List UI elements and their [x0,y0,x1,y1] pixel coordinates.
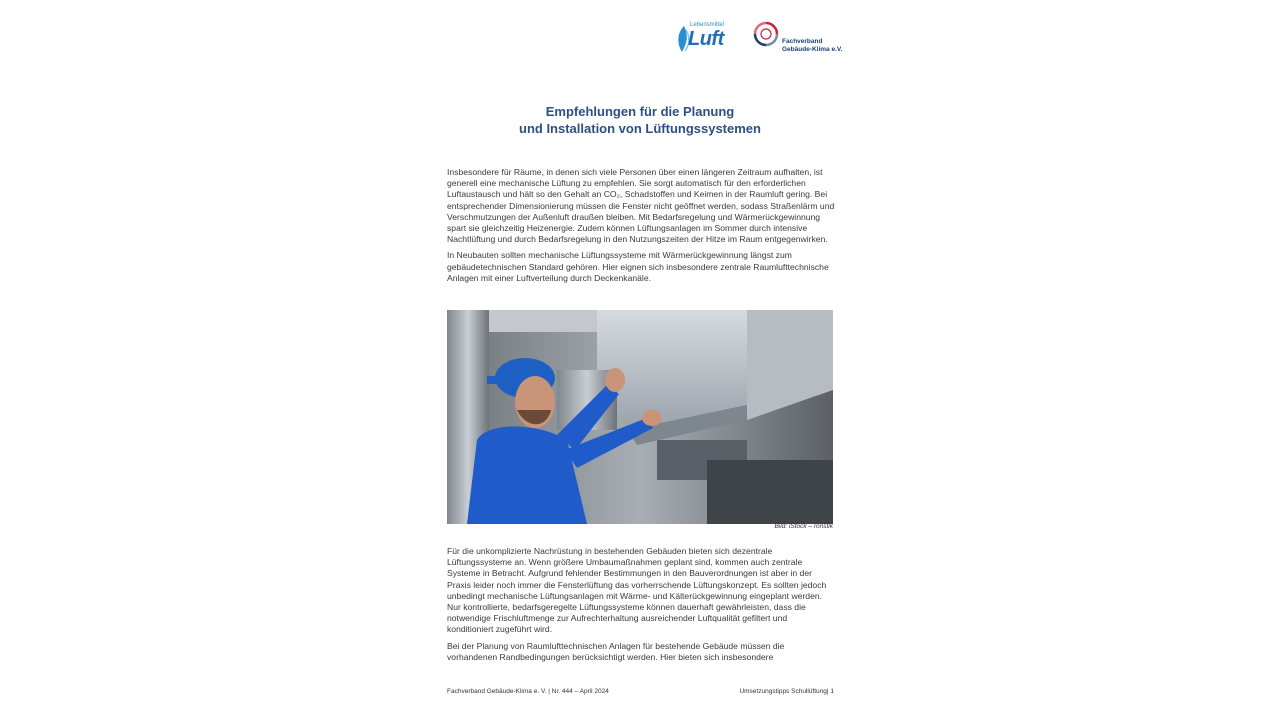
fgk-logo-name: Fachverband Gebäude-Klima e.V. [782,38,843,53]
paragraph: In Neubauten sollten mechanische Lüftungssysteme mit Wärmerückgewinnung längst zum gebäudetechnischen Standard gehören. Hier eignen sich insbesondere zentrale Raumlufttechnische Anlagen mit einer Luftverteilung durch Deckenkanäle. [447,250,829,283]
document-title: Empfehlungen für die Planung und Installation von Lüftungssystemen [519,104,761,136]
fgk-logo [752,20,862,56]
logo-luft-big-text: Luft [688,28,724,50]
logo-luft-small-text: Lebensmittel [690,22,725,28]
paragraph: Für die unkomplizierte Nachrüstung in bestehenden Gebäuden bieten sich dezentrale Lüftungssysteme an. Wenn größere Umbaumaßnahmen geplant sind, kommen auch zentrale Systeme in Betracht. Aufgrund fehlender Bestimmungen in den Bauverordnungen ist aber in der Praxis leider noch immer die Fensterlüftung das vorherrschende Lüftungskonzept. Es sollten jedoch unbedingt mechanische Lüftungsanlagen mit Wärme- und Kälterückgewinnung eingeplant werden. Nur kontrollierte, bedarfsgeregelte Lüftungssysteme können dauerhaft gewährleisten, dass die notwendige Frischluftmenge zur Aufrechterhaltung ausreichender Luftqualität gefiltert und konditioniert zugeführt wird. [447,546,827,635]
retrofit-text [447,546,835,668]
intro-text [447,167,835,289]
image-caption: Bild: iStock – ronstik [774,523,833,530]
footer-page-info: Umsetzungstipps Schullüftung| 1 [739,688,834,695]
footer-publisher: Fachverband Gebäude-Klima e. V. | Nr. 444 – April 2024 [447,688,609,695]
lebensmittel-luft-logo [676,20,732,58]
fgk-emblem-icon [752,20,780,50]
paragraph: Bei der Planung von Raumlufttechnischen Anlagen für bestehende Gebäude müssen die vorhandenen Randbedingungen berücksichtigt werden. Hier bieten sich insbesondere [447,640,785,662]
technician-photo [447,310,833,524]
paragraph: Insbesondere für Räume, in denen sich viele Personen über einen längeren Zeitraum aufhalten, ist generell eine mechanische Lüftung zu empfehlen. Sie sorgt automatisch für den erforderlichen Luftaustausch und hält so den Gehalt an CO₂, Schadstoffen und Keimen in der Raumluft gering. Bei entsprechender Dimensionierung müssen die Fenster nicht geöffnet werden, sodass Straßenlärm und Verschmutzungen der Außenluft draußen bleiben. Mit Bedarfsregelung und Wärmerückgewinnung spart sie gleichzeitig Heizenergie. Zudem können Lüftungsanlagen im Sommer durch intensive Nachtlüftung und durch Bedarfsregelung in den Nutzungszeiten der Hitze im Raum entgegenwirken. [447,167,835,245]
